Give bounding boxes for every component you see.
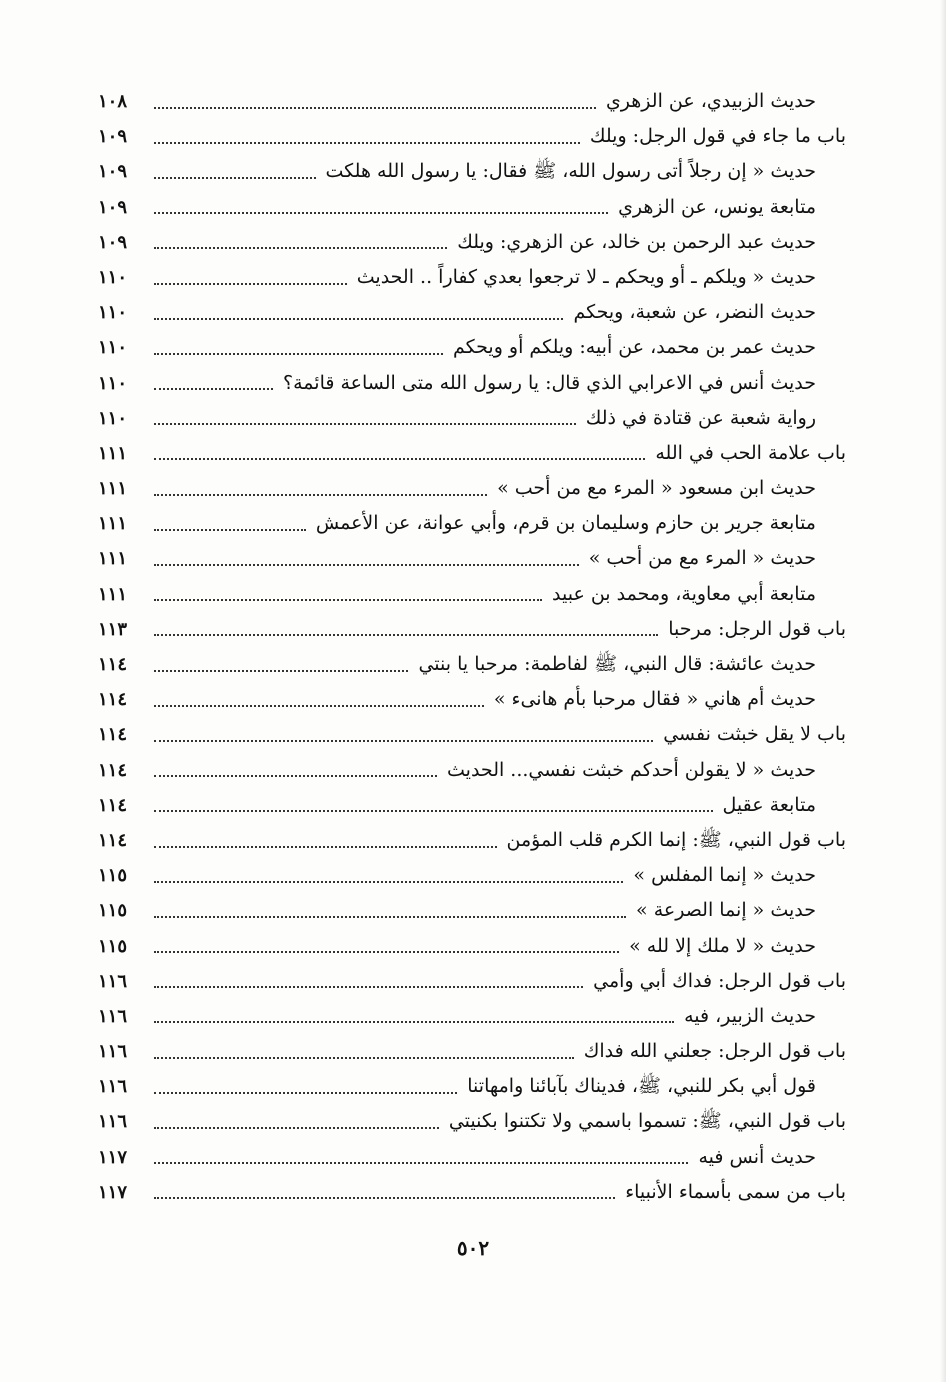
toc-entry-page: ١١٥ xyxy=(98,865,128,887)
toc-entry-title: حديث « لا يقولن أحدكم خبثت نفسي... الحديث xyxy=(447,758,816,781)
toc-entry-title: متابعة عقيل xyxy=(722,793,816,816)
toc-subentry xyxy=(98,893,846,928)
toc-entry-page: ١١٦ xyxy=(98,1111,128,1133)
dot-leader xyxy=(154,705,484,707)
toc-entry-title: باب ما جاء في قول الرجل: ويلك xyxy=(589,125,846,148)
dot-leader xyxy=(154,353,443,355)
dot-leader xyxy=(154,283,347,285)
toc-subentry xyxy=(98,577,846,612)
toc-entry-title: باب من سمى بأسماء الأنبياء xyxy=(625,1180,846,1203)
toc-entry-page: ١١٠ xyxy=(98,302,128,324)
toc-subentry xyxy=(98,190,846,225)
toc-entry-page: ١١٠ xyxy=(98,372,128,394)
toc-entry-page: ١١٣ xyxy=(98,618,128,640)
toc-entry-page: ١١١ xyxy=(98,513,128,535)
toc-entry-page: ١١٦ xyxy=(98,1076,128,1098)
toc-subentry xyxy=(98,682,846,717)
toc-entry-page: ١١٤ xyxy=(98,724,128,746)
dot-leader xyxy=(154,212,608,214)
toc-entry-page: ١١٠ xyxy=(98,337,128,359)
toc-entry-title: حديث « إنما الصرعة » xyxy=(636,899,816,922)
dot-leader xyxy=(154,529,306,531)
toc-entry-page: ١١٦ xyxy=(98,970,128,992)
toc-entry-page: ١٠٨ xyxy=(98,91,128,112)
toc-subentry xyxy=(98,330,846,365)
toc-subentry xyxy=(98,366,846,401)
dot-leader xyxy=(154,564,579,566)
toc-entry-title: رواية شعبة عن قتادة في ذلك xyxy=(585,406,816,429)
toc-entry-title: حديث أنس فيه xyxy=(698,1145,816,1168)
toc-entry-page: ١١٤ xyxy=(98,689,128,711)
toc-subentry xyxy=(98,753,846,788)
toc-entry-title: باب علامة الحب في الله xyxy=(655,441,846,464)
toc-subentry xyxy=(98,471,846,506)
toc-entry-title: باب قول الرجل: جعلني الله فداك xyxy=(583,1040,846,1063)
toc-entry-title: قول أبي بكر للنبي، ﷺ، فديناك بآبائنا وامهاتنا xyxy=(467,1075,816,1098)
dot-leader xyxy=(154,1197,615,1199)
dot-leader xyxy=(154,916,626,918)
toc-entry-title: باب لا يقل خبثت نفسي xyxy=(663,723,846,746)
toc-subentry xyxy=(98,401,846,436)
toc-chapter xyxy=(98,964,846,999)
toc-chapter xyxy=(98,119,846,154)
toc-chapter xyxy=(98,612,846,647)
toc-entry-page: ١١٧ xyxy=(98,1181,128,1203)
toc-entry-page: ١١٧ xyxy=(98,1146,128,1168)
toc-entry-title: حديث « ويلكم ـ أو ويحكم ـ لا ترجعوا بعدي كفاراً .. الحديث xyxy=(356,265,816,288)
toc-entry-page: ١١١ xyxy=(98,583,128,605)
toc-entry-page: ١١١ xyxy=(98,442,128,464)
toc-entry-page: ١١٦ xyxy=(98,1005,128,1027)
toc-entry-page: ١٠٩ xyxy=(98,231,128,253)
dot-leader xyxy=(154,1162,688,1164)
toc-subentry xyxy=(98,84,846,119)
dot-leader xyxy=(154,1021,674,1023)
toc-entry-page: ١١٤ xyxy=(98,654,128,675)
toc-entry-title: حديث « المرء مع من أحب » xyxy=(588,547,816,570)
toc-entry-page: ١٠٩ xyxy=(98,196,128,218)
toc-entry-title: حديث « إن رجلاً أتى رسول الله، ﷺ فقال: يا رسول الله هلكت xyxy=(325,160,816,183)
dot-leader xyxy=(154,846,497,848)
dot-leader xyxy=(154,107,596,109)
toc-subentry xyxy=(98,929,846,964)
toc-subentry xyxy=(98,1140,846,1175)
dot-leader xyxy=(154,1057,574,1059)
toc-chapter xyxy=(98,1104,846,1139)
toc-entry-page: ١١٤ xyxy=(98,759,128,781)
toc-chapter xyxy=(98,1034,846,1069)
dot-leader xyxy=(154,740,653,742)
dot-leader xyxy=(154,1092,457,1094)
dot-leader xyxy=(154,986,583,988)
dot-leader xyxy=(154,775,437,777)
toc-subentry xyxy=(98,858,846,893)
toc-entry-title: باب قول الرجل: فداك أبي وأمي xyxy=(593,969,846,992)
dot-leader xyxy=(154,423,576,425)
toc-chapter xyxy=(98,1175,846,1210)
dot-leader xyxy=(154,458,645,460)
dot-leader xyxy=(154,494,487,496)
toc-subentry xyxy=(98,1069,846,1104)
toc-entry-title: حديث ابن مسعود « المرء مع من أحب » xyxy=(497,477,816,500)
page-number: ٥٠٢ xyxy=(456,1236,490,1260)
toc-subentry xyxy=(98,788,846,823)
table-of-contents xyxy=(98,84,846,1210)
toc-entry-title: حديث عبد الرحمن بن خالد، عن الزهري: ويلك xyxy=(457,230,816,253)
toc-subentry xyxy=(98,541,846,576)
toc-chapter xyxy=(98,717,846,752)
dot-leader xyxy=(154,599,542,601)
toc-entry-title: حديث النضر، عن شعبة، ويحكم xyxy=(573,301,816,324)
dot-leader xyxy=(154,670,408,672)
toc-entry-page: ١١٤ xyxy=(98,794,128,816)
toc-entry-title: حديث عائشة: قال النبي، ﷺ لفاطمة: مرحبا يا بنتي xyxy=(418,653,816,675)
toc-entry-page: ١١١ xyxy=(98,478,128,500)
toc-subentry xyxy=(98,225,846,260)
dot-leader xyxy=(154,1127,439,1129)
dot-leader xyxy=(154,810,713,812)
toc-entry-title: حديث عمر بن محمد، عن أبيه: ويلكم أو ويحكم xyxy=(453,336,816,359)
toc-entry-page: ١١١ xyxy=(98,548,128,570)
toc-entry-page: ١١٥ xyxy=(98,935,128,957)
toc-entry-page: ١٠٩ xyxy=(98,126,128,148)
toc-entry-page: ١١٥ xyxy=(98,900,128,922)
dot-leader xyxy=(154,247,447,249)
toc-subentry xyxy=(98,506,846,541)
toc-subentry xyxy=(98,647,846,682)
toc-entry-page: ١١٦ xyxy=(98,1041,128,1063)
toc-entry-title: حديث الزبير، فيه xyxy=(684,1004,816,1027)
toc-entry-page: ١١٠ xyxy=(98,407,128,429)
toc-subentry xyxy=(98,999,846,1034)
dot-leader xyxy=(154,951,619,953)
toc-entry-page: ١١٠ xyxy=(98,266,128,288)
toc-entry-title: باب قول النبي، ﷺ: إنما الكرم قلب المؤمن xyxy=(506,828,846,851)
dot-leader xyxy=(154,881,623,883)
toc-subentry xyxy=(98,154,846,189)
dot-leader xyxy=(154,634,658,636)
toc-entry-page: ١٠٩ xyxy=(98,161,128,183)
toc-entry-title: حديث « إنما المفلس » xyxy=(633,864,816,887)
toc-entry-title: حديث « لا ملك إلا لله » xyxy=(629,934,816,957)
toc-entry-title: حديث الزبيدي، عن الزهري xyxy=(605,90,816,112)
toc-entry-page: ١١٤ xyxy=(98,829,128,851)
dot-leader xyxy=(154,388,273,390)
toc-entry-title: باب قول النبي، ﷺ: تسموا باسمي ولا تكتنوا بكنيتي xyxy=(448,1110,846,1133)
toc-chapter xyxy=(98,436,846,471)
toc-subentry xyxy=(98,260,846,295)
toc-entry-title: متابعة يونس، عن الزهري xyxy=(618,195,816,218)
dot-leader xyxy=(154,318,563,320)
page-edge xyxy=(940,0,946,1382)
dot-leader xyxy=(154,177,316,179)
toc-entry-title: متابعة أبي معاوية، ومحمد بن عبيد xyxy=(552,582,816,605)
toc-chapter xyxy=(98,823,846,858)
toc-entry-title: حديث أم هاني « فقال مرحبا بأم هانىء » xyxy=(493,688,816,711)
toc-entry-title: حديث أنس في الاعرابي الذي قال: يا رسول الله متى الساعة قائمة؟ xyxy=(283,371,816,394)
dot-leader xyxy=(154,142,580,144)
toc-subentry xyxy=(98,295,846,330)
toc-entry-title: متابعة جرير بن حازم وسليمان بن قرم، وأبي عوانة، عن الأعمش xyxy=(315,512,816,535)
toc-entry-title: باب قول الرجل: مرحبا xyxy=(668,617,846,640)
